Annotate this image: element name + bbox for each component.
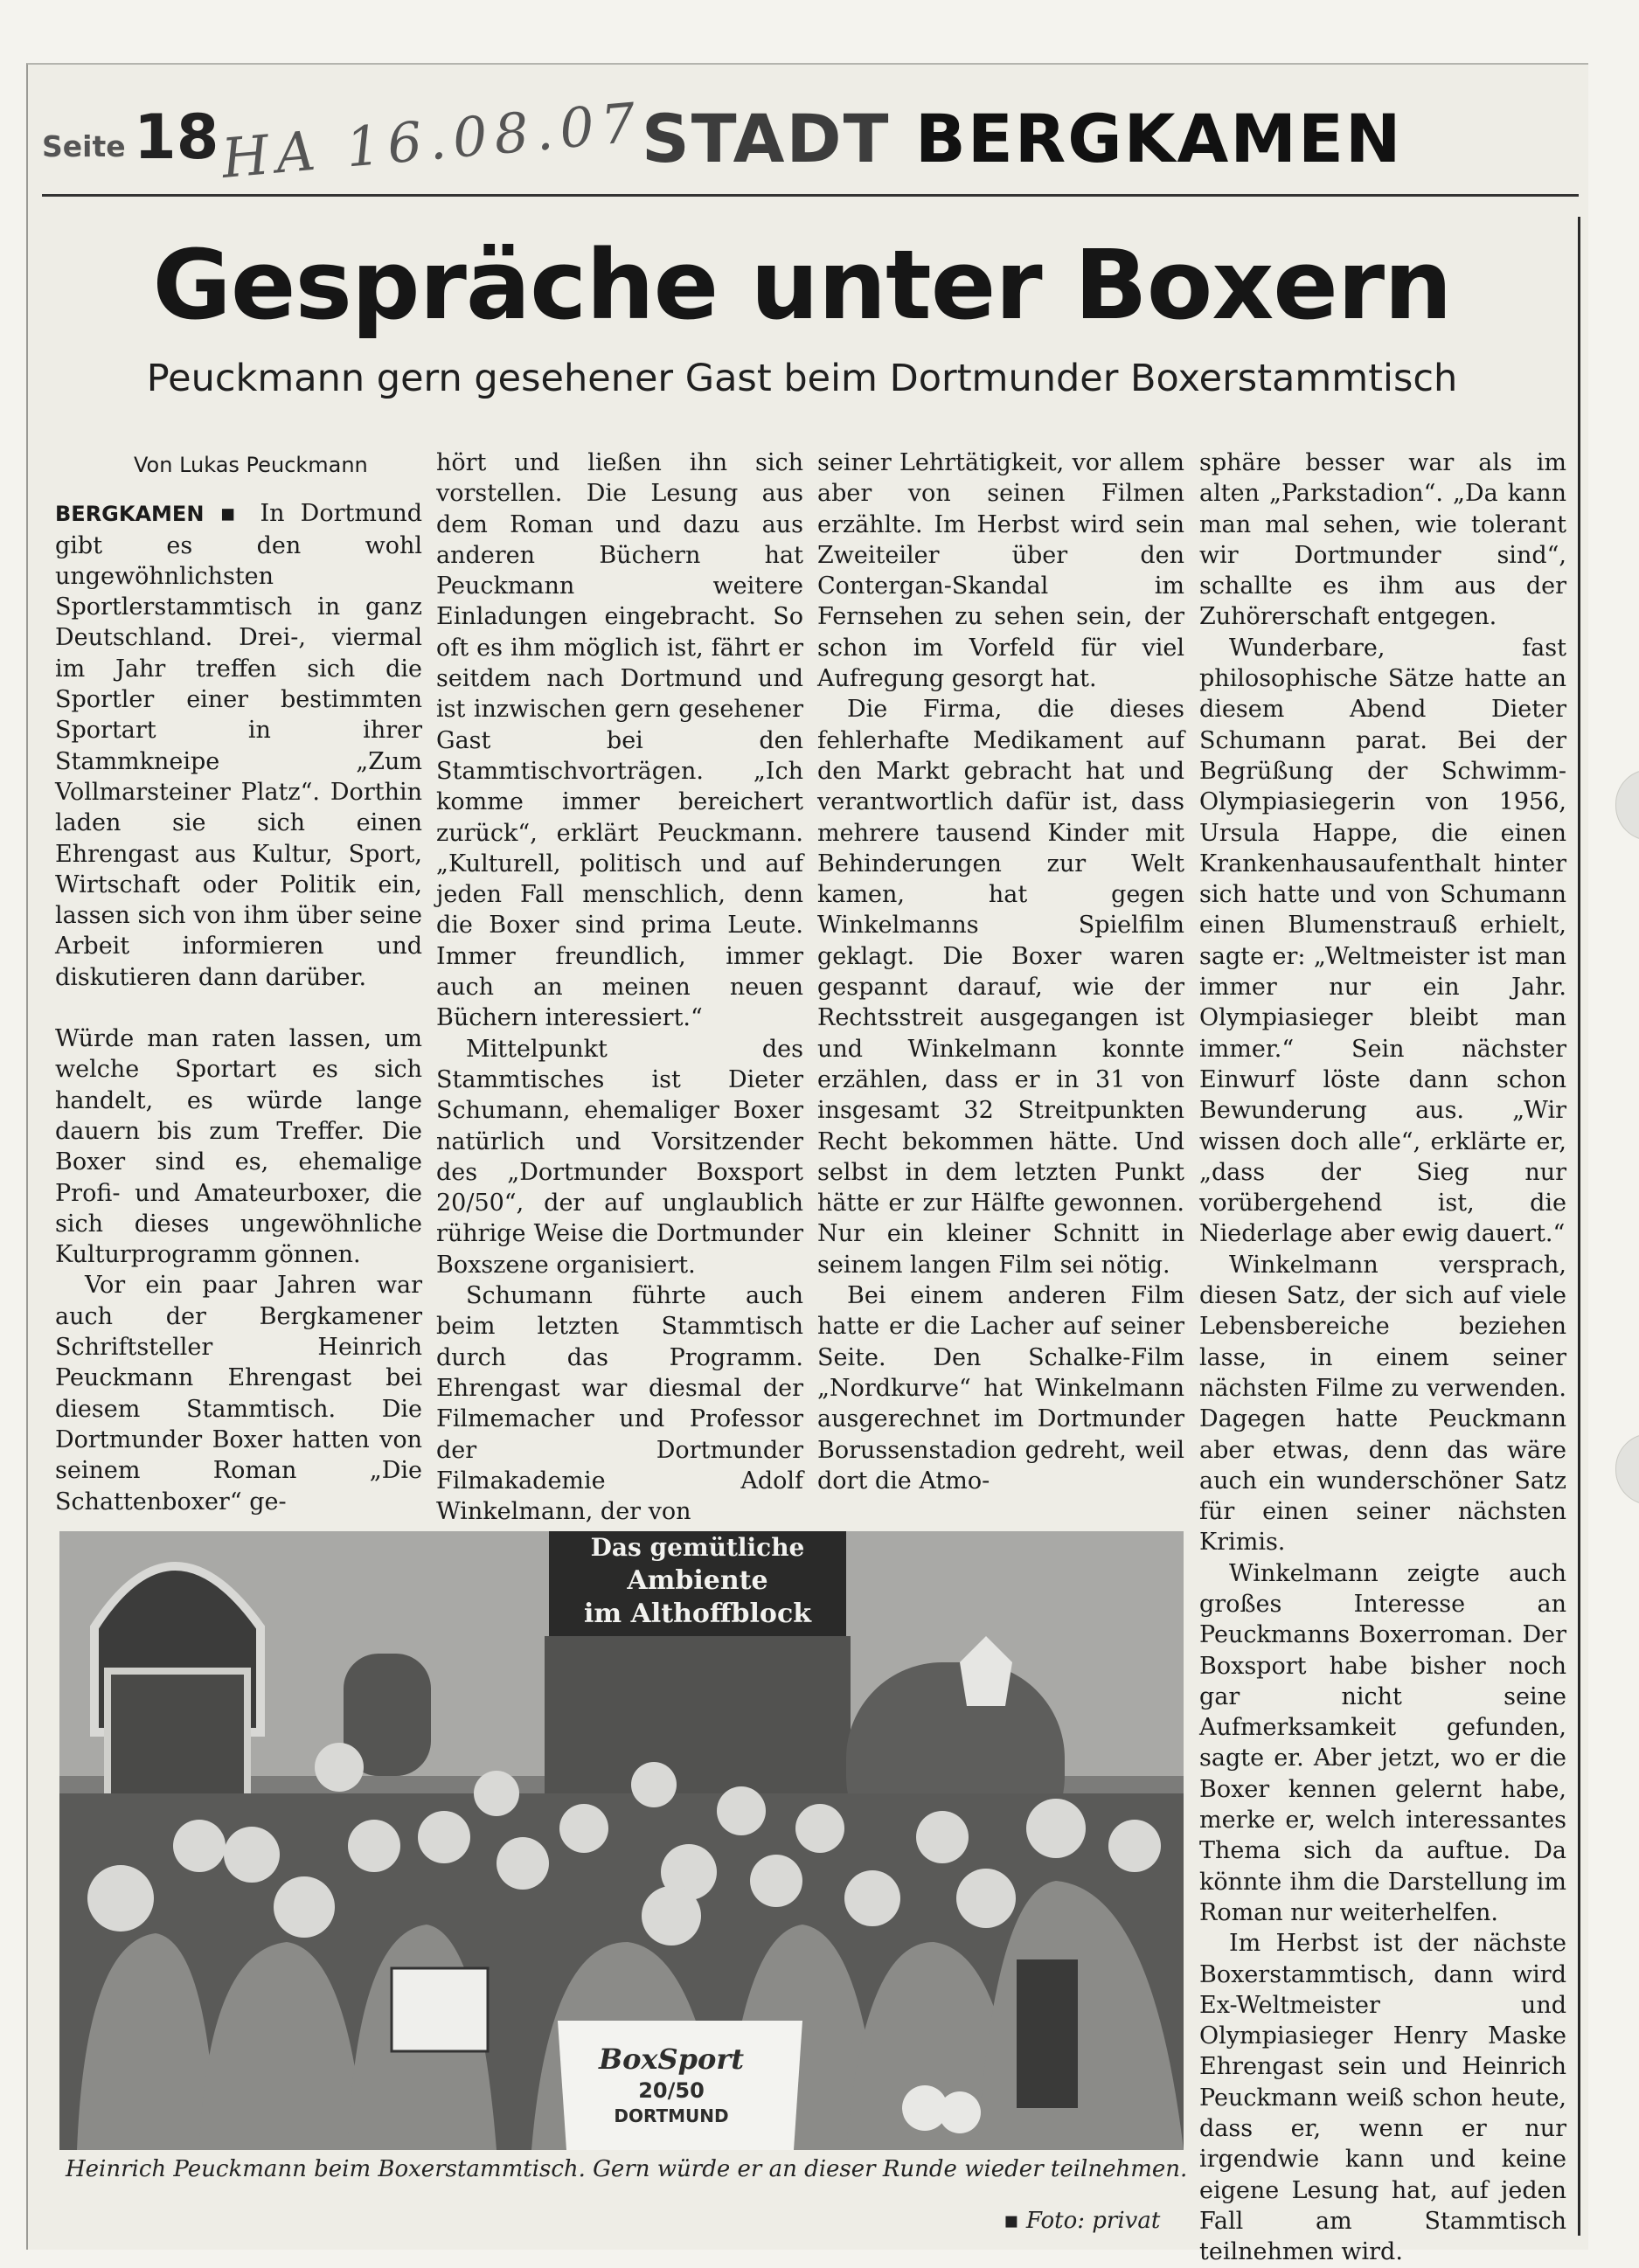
paragraph: Winkelmann zeigte auch großes Interesse an Peuckmanns Boxerroman. Der Boxsport habe bisher noch gar nicht seine Aufmerksamkeit gefunden, sagte er. Aber jetzt, wo er die Boxer kennen gelernt habe, merke er, welch interessantes Thema sich da auftue. Da könnte ihm die Darstellung im Roman nur weiterhelfen.: [1199, 1559, 1566, 1926]
punch-hole: [1615, 1433, 1639, 1505]
byline: Von Lukas Peuckmann: [134, 453, 368, 477]
section-title: [642, 100, 1403, 177]
boxing-poster: [1017, 1959, 1078, 2108]
paragraph: Vor ein paar Jahren war auch der Bergkamener Schriftsteller Heinrich Peuckmann Ehrengast bei diesem Stammtisch. Die Dortmunder Boxer hatten von seinem Roman „Die Schattenboxer“ ge-: [55, 1272, 422, 1515]
paragraph: Mittelpunkt des Stammtisches ist Dieter Schumann, ehemaliger Boxer natürlich und Vorsitzender des „Dortmunder Boxsport 20/50“, der auf unglaublich rührige Weise die Dortmunder Boxszene organisiert.: [436, 1035, 803, 1279]
sign-text-line1: Das gemütliche: [590, 1533, 805, 1562]
page-number: 18: [134, 101, 219, 173]
punch-hole: [1615, 769, 1639, 841]
article-column-4: [1199, 447, 1566, 2268]
article-column-1: [55, 450, 422, 1517]
article-subheadline: Peuckmann gern gesehener Gast beim Dortmunder Boxerstammtisch: [146, 357, 1458, 400]
paragraph: hört und ließen ihn sich vorstellen. Die Lesung aus dem Roman und dazu aus anderen Büchern hat Peuckmann weitere Einladungen eingebracht. So oft es ihm möglich ist, fährt er seitdem nach Dortmund und ist inzwischen gern gesehener Gast bei den Stammtischvorträgen. „Ich komme immer bereichert zurück“, erklärt Peuckmann. „Kulturell, politisch und auf jeden Fall menschlich, denn die Boxer sind prima Leute. Immer freundlich, immer auch an meinen neuen Büchern interessiert.“: [436, 449, 803, 1032]
group-photo-image: [59, 1531, 1184, 2150]
paragraph: seiner Lehrtätigkeit, vor allem aber von seinen Filmen erzählte. Im Herbst wird sein Zweiteiler über den Contergan-Skandal im Fernsehen zu sehen sein, der schon im Vorfeld für viel Aufregung gesorgt hat.: [817, 449, 1184, 693]
shirt-text-line1: BoxSport: [599, 2043, 744, 2076]
shirt-text-line2: 20/50: [638, 2078, 705, 2103]
section-title-light: STADT: [642, 100, 891, 177]
certificate-frame: [392, 1968, 488, 2051]
handwritten-date-note: HA 16.08.07: [219, 90, 645, 191]
article-column-3: [817, 447, 1184, 1496]
photo-credit: ▪ Foto: privat: [1004, 2208, 1161, 2234]
group-photo: [59, 1531, 1184, 2150]
paragraph-text: In Dortmund gibt es den wohl ungewöhnlichsten Sportlerstammtisch in ganz Deutschland. Drei-, viermal im Jahr treffen sich die Sportler einer bestimmten Sportart in ihrer Stammkneipe „Zum Vollmarsteiner Platz“. Dorthin laden sie sich einen Ehrengast aus Kultur, Sport, Wirtschaft oder Politik ein, lassen sich von ihm über seine Arbeit informieren und diskutieren dann darüber.: [55, 500, 423, 991]
shirt-text-line3: DORTMUND: [614, 2105, 729, 2126]
header-rule: [42, 194, 1579, 197]
article-column-2: [436, 447, 803, 1527]
paragraph: Würde man raten lassen, um welche Sportart es sich handelt, es würde lange dauern bis zum Treffer. Die Boxer sind es, ehemalige Profi- und Amateurboxer, die sich dieses ungewöhnliche Kulturprogramm gönnen.: [55, 1025, 422, 1269]
paragraph: Schumann führte auch beim letzten Stammtisch durch das Programm. Ehrengast war diesmal der Filmemacher und Professor der Dortmunder Filmakademie Adolf Winkelmann, der von: [436, 1282, 803, 1526]
page-header: [42, 90, 1403, 191]
paragraph: Wunderbare, fast philosophische Sätze hatte an diesem Abend Dieter Schumann parat. Bei der Begrüßung der Schwimm-Olympiasiegerin von 1956, Ursula Happe, die einen Krankenhausaufenthalt hinter sich hatte und von Schumann einen Blumenstrauß erhielt, sagte er: „Weltmeister ist man immer nur ein Jahr. Olympiasieger bleibt man immer.“ Sein nächster Einwurf löste dann schon Bewunderung aus. „Wir wissen doch alle“, erklärte er, „dass der Sieg nur vorübergehend ist, die Niederlage aber ewig dauert.“: [1199, 634, 1566, 1248]
sign-text-line3: im Althoffblock: [584, 1599, 811, 1629]
dateline: BERGKAMEN: [55, 502, 205, 527]
photo-caption: Heinrich Peuckmann beim Boxerstammtisch. Gern würde er an dieser Runde wieder teilnehmen.: [66, 2156, 1188, 2182]
column-rule: [1578, 217, 1580, 2236]
paragraph: BERGKAMEN ▪ In Dortmund gibt es den wohl ungewöhnlichsten Sportlerstammtisch in ganz Deutschland. Drei-, viermal im Jahr treffen sich die Sportler einer bestimmten Sportart in ihrer Stammkneipe „Zum Vollmarsteiner Platz“. Dorthin laden sie sich einen Ehrengast aus Kultur, Sport, Wirtschaft oder Politik ein, lassen sich von ihm über seine Arbeit informieren und diskutieren dann darüber.: [55, 500, 423, 991]
page-label: Seite: [42, 129, 126, 163]
paragraph: Die Firma, die dieses fehlerhafte Medikament auf den Markt gebracht hat und verantwortlich dafür ist, dass mehrere tausend Kinder mit Behinderungen zur Welt kamen, hat gegen Winkelmanns Spielfilm geklagt. Die Boxer waren gespannt darauf, wie der Rechtsstreit ausgegangen ist und Winkelmann konnte erzählen, dass er in 31 von insgesamt 32 Streitpunkten Recht bekommen hätte. Und selbst in dem letzten Punkt hätte er zur Hälfte gewonnen. Nur ein kleiner Schnitt in seinem langen Film sei nötig.: [817, 696, 1184, 1279]
paragraph: Winkelmann versprach, diesen Satz, der sich auf viele Lebensbereiche beziehen lasse, in einem seiner nächsten Filme zu verwenden. Dagegen hatte Peuckmann aber etwas, denn das wäre auch ein wunderschöner Satz für einen seiner nächsten Krimis.: [1199, 1251, 1566, 1557]
paragraph: sphäre besser war als im alten „Parkstadion“. „Da kann man mal sehen, wie tolerant wir Dortmunder sind“, schallte es ihm aus der Zuhörerschaft entgegen.: [1199, 449, 1566, 631]
sign-text-line2: Ambiente: [627, 1565, 768, 1596]
paragraph: Im Herbst ist der nächste Boxerstammtisch, dann wird Ex-Weltmeister und Olympiasieger Henry Maske Ehrengast sein und Heinrich Peuckmann weiß schon heute, dass er, wenn er nur irgendwie kann und keine eigene Lesung hat, auf jeden Fall am Stammtisch teilnehmen wird.: [1199, 1930, 1566, 2266]
paragraph: Bei einem anderen Film hatte er die Lacher auf seiner Seite. Den Schalke-Film „Nordkurve“ hat Winkelmann ausgerechnet im Dortmunder Borussenstadion gedreht, weil dort die Atmo-: [817, 1282, 1184, 1495]
article-headline: Gespräche unter Boxern: [152, 229, 1452, 341]
section-title-bold: BERGKAMEN: [914, 100, 1403, 177]
